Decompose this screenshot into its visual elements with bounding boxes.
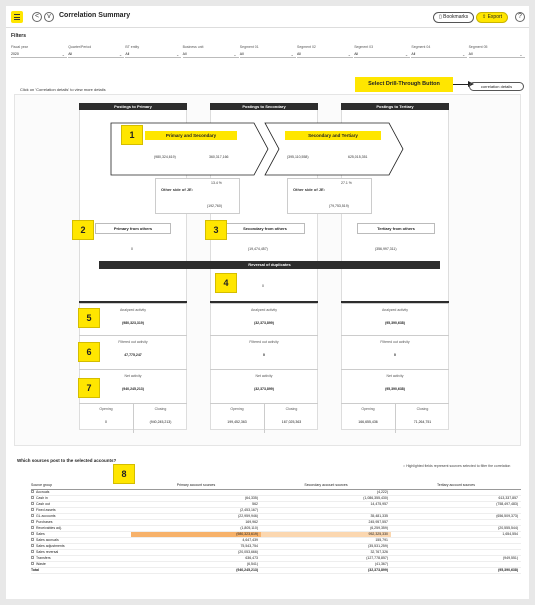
source-group-name: Cash in (36, 495, 48, 500)
filter-8[interactable] (469, 45, 525, 58)
source-group-name: Sales accruals (36, 537, 59, 542)
filter-select[interactable] (11, 51, 67, 58)
stat-value: 0 (263, 353, 265, 357)
filter-value: All (468, 52, 473, 56)
badge-7: 7 (78, 378, 100, 398)
col-tertiary-sources[interactable]: Tertiary account sources (391, 482, 521, 489)
tertiary-net-box (341, 369, 449, 399)
source-group-name: Waste (36, 561, 46, 566)
correlation-panel (14, 94, 521, 446)
stat-value: 166,655,436 (358, 420, 378, 424)
ps-other-pct: 13.4 % (211, 181, 222, 185)
filter-value: All (182, 52, 187, 56)
nav-icon[interactable]: v (44, 12, 54, 22)
tertiary-stats (341, 301, 449, 423)
filter-7[interactable] (411, 45, 467, 58)
back-icon[interactable]: < (32, 12, 42, 22)
stat-value: (95,390,638) (385, 387, 405, 391)
table-cell: (940,245,213) (131, 567, 261, 573)
tertiary-closing-box (395, 403, 449, 433)
bookmarks-button[interactable] (433, 12, 474, 23)
filter-value: 2020 (11, 52, 19, 56)
note-checkbox-icon[interactable]: ○ (403, 464, 407, 468)
stat-label: Closing (285, 407, 298, 411)
table-cell: 169,962 (131, 519, 261, 525)
tertiary-from-others-label: Tertiary from others (357, 223, 435, 234)
filter-5[interactable] (297, 45, 353, 58)
filter-label: BT entity (125, 45, 140, 49)
hint-text: Click on 'Correlation details' to view more details (20, 87, 106, 92)
stat-label: Closing (416, 407, 429, 411)
chevron-down-icon: ⌄ (519, 52, 523, 57)
bookmark-icon: ▯ (439, 14, 444, 20)
ps-left-value: (980,324,619) (154, 155, 176, 159)
badge-1: 1 (121, 125, 143, 145)
filter-label: Segment 04 (411, 45, 431, 49)
stat-value: 0 (394, 353, 396, 357)
table-cell: (6,259,359) (261, 525, 391, 531)
ps-other-side-box (155, 178, 240, 214)
chevron-down-icon: ⌄ (118, 52, 123, 57)
highlight-note (403, 464, 510, 468)
export-button[interactable] (476, 12, 508, 23)
table-cell: (20,053,666) (131, 549, 261, 555)
correlation-details-button[interactable]: correlation details (469, 82, 524, 91)
filter-select[interactable] (68, 51, 124, 58)
primary-closing-box (133, 403, 187, 433)
chevron-down-icon: ⌄ (347, 52, 351, 57)
filter-value: All (411, 52, 416, 56)
table-cell: (95,390,638) (391, 567, 521, 573)
tertiary-opening-box (341, 403, 395, 433)
table-cell: (127,778,857) (261, 555, 391, 561)
secondary-analyzed-box (210, 303, 318, 333)
primary-secondary-label: Primary and Secondary (145, 131, 237, 140)
ps-other-side-label: Other side of JE: (161, 187, 194, 192)
table-cell: (20,555,544) (391, 525, 521, 531)
st-other-val: (79,753,519) (329, 204, 349, 208)
total-row[interactable] (31, 567, 521, 573)
stat-value: (980,323,319) (122, 321, 144, 325)
badge-8: 8 (113, 464, 135, 484)
stat-label: Analyzed activity (381, 308, 409, 312)
chevron-down-icon: ⌄ (404, 52, 409, 57)
stat-value: 199,452,363 (227, 420, 247, 424)
table-cell: 35,481,335 (261, 513, 391, 519)
row-checkbox-icon[interactable] (31, 490, 34, 493)
filter-value: All (125, 52, 130, 56)
stat-value: 0 (105, 420, 107, 424)
bookmarks-label: Bookmarks (443, 14, 469, 20)
sources-table (31, 482, 521, 574)
st-other-side-box (287, 178, 372, 214)
stat-label: Filtered out activity (249, 340, 279, 344)
row-checkbox-icon[interactable] (31, 502, 34, 505)
source-group-name: Purchases (36, 519, 53, 524)
stat-label: Net activity (255, 374, 273, 378)
chevron-down-icon: ⌄ (290, 52, 294, 57)
secondary-net-box (210, 369, 318, 399)
row-checkbox-icon[interactable] (31, 550, 34, 553)
secondary-tertiary-label: Secondary and Tertiary (285, 131, 381, 140)
table-cell: (64,335) (131, 495, 261, 501)
filter-1[interactable] (68, 45, 124, 58)
stat-label: Analyzed activity (250, 308, 278, 312)
filter-label: Segment 01 (239, 45, 259, 49)
table-cell: 636,473 (131, 555, 261, 561)
filter-0[interactable] (11, 45, 67, 58)
badge-3: 3 (205, 220, 227, 240)
table-cell: 562 (131, 501, 261, 507)
secondary-filtered-box (210, 335, 318, 365)
filter-value: All (297, 52, 301, 56)
row-checkbox-icon[interactable] (31, 532, 34, 535)
export-label: Export (487, 14, 503, 20)
filter-value: All (354, 52, 359, 56)
filter-label: Segment 05 (468, 45, 488, 49)
filters-title: Filters (11, 33, 27, 39)
row-checkbox-icon[interactable] (31, 520, 34, 523)
stat-value: 71,264,751 (413, 420, 432, 424)
filter-label: Segment 03 (354, 45, 374, 49)
secondary-opening-box (210, 403, 264, 433)
table-cell: 32,767,326 (261, 549, 391, 555)
chevron-down-icon: ⌄ (233, 52, 237, 57)
filter-6[interactable] (354, 45, 410, 58)
row-checkbox-icon[interactable] (31, 544, 34, 547)
row-checkbox-icon[interactable] (31, 508, 34, 511)
row-checkbox-icon[interactable] (31, 556, 34, 559)
filter-select[interactable] (240, 51, 296, 58)
highlight-note-text: Highlighted fields represent sources selected to filter the correlation (406, 464, 511, 468)
table-cell: 4,647,439 (131, 537, 261, 543)
table-cell: (41,367) (261, 561, 391, 567)
stat-label: Net activity (124, 374, 142, 378)
source-group-name: Accruals (36, 489, 50, 494)
reversal-value: 0 (262, 284, 264, 288)
table-cell: 14,475,957 (261, 501, 391, 507)
filter-2[interactable] (125, 45, 181, 58)
stat-value: (32,373,899) (254, 387, 274, 391)
tertiary-header: Postings to Tertiary (341, 103, 449, 110)
table-cell: (22,959,946) (131, 513, 261, 519)
filter-select[interactable] (469, 51, 525, 58)
source-group-name: GL accounts (36, 513, 56, 518)
chevron-down-icon: ⌄ (61, 52, 65, 57)
stat-label: Opening (99, 407, 113, 411)
secondary-closing-box (264, 403, 318, 433)
source-group-name: Sales reversal (36, 549, 59, 554)
table-cell: (980,323,619) (131, 531, 261, 537)
ps-right-value: 360,317,166 (209, 155, 229, 159)
menu-icon[interactable] (11, 11, 23, 23)
primary-header: Postings to Primary (79, 103, 187, 110)
primary-opening-box (79, 403, 133, 433)
table-cell: 155,791 (261, 537, 391, 543)
reversal-header: Reversal of duplicates (99, 261, 440, 269)
filter-select[interactable] (411, 51, 467, 58)
badge-5: 5 (78, 308, 100, 328)
st-left-value: (395,110,558) (287, 155, 309, 159)
source-group-name: Cash out (36, 501, 51, 506)
st-other-side-label: Other side of JE: (293, 187, 326, 192)
table-cell: (6,541) (131, 561, 261, 567)
sources-question: Which sources post to the selected accounts? (17, 458, 117, 463)
table-header-row (31, 482, 521, 489)
source-group-name: Sales (36, 531, 45, 536)
stat-value: (940,245,213) (149, 420, 172, 424)
filter-label: Quarter/Period (68, 45, 92, 49)
secondary-header: Postings to Secondary (210, 103, 318, 110)
filter-select[interactable] (125, 51, 181, 58)
secondary-stats (210, 301, 318, 423)
filter-select[interactable] (183, 51, 239, 58)
table-cell: 952,325,330 (261, 531, 391, 537)
filter-3[interactable] (183, 45, 239, 58)
app-header (6, 6, 529, 28)
col-primary-sources[interactable]: Primary account sources (131, 482, 261, 489)
chevron-down-icon: ⌄ (462, 52, 466, 57)
row-checkbox-icon[interactable] (31, 526, 34, 529)
filter-label: Business unit (182, 45, 204, 49)
tertiary-filtered-box (341, 335, 449, 365)
row-checkbox-icon[interactable] (31, 496, 34, 499)
stat-label: Closing (154, 407, 167, 411)
stat-value: (95,390,638) (385, 321, 405, 325)
chevron-down-icon: ⌄ (176, 52, 180, 57)
table-cell: (1,086,355,430) (261, 495, 391, 501)
table-cell: 613,337,857 (391, 495, 521, 501)
stat-label: Opening (230, 407, 244, 411)
source-group-name: Sales adjustments (36, 543, 65, 548)
ps-other-val: (192,760) (207, 204, 222, 208)
filter-value: All (239, 52, 244, 56)
drill-through-callout: Select Drill-Through Button (355, 77, 453, 92)
secondary-from-others-label: Secondary from others (225, 223, 305, 234)
stat-label: Net activity (386, 374, 404, 378)
help-icon[interactable]: ? (515, 12, 525, 22)
filter-4[interactable] (240, 45, 296, 58)
stat-value: 47,775,247 (124, 353, 142, 357)
stat-value: (940,245,213) (122, 387, 144, 391)
filter-label: Fiscal year (11, 45, 28, 49)
table-cell: (949,551) (391, 555, 521, 561)
filter-label: Segment 02 (297, 45, 316, 49)
row-checkbox-icon[interactable] (31, 538, 34, 541)
table-cell: (758,497,483) (391, 501, 521, 507)
table-cell: (1,805,110) (131, 525, 261, 531)
table-cell: 245,957,557 (261, 519, 391, 525)
source-group-name: Receivables adj. (36, 525, 62, 530)
filter-select[interactable] (354, 51, 410, 58)
badge-6: 6 (78, 342, 100, 362)
tertiary-from-others-value: (356,997,311) (375, 247, 397, 251)
source-group-name: Fixed assets (36, 507, 56, 512)
primary-from-others-label: Primary from others (95, 223, 171, 234)
table-cell: Total (31, 567, 131, 573)
stat-label: Filtered out activity (118, 340, 148, 344)
table-cell: (4,222) (261, 489, 391, 495)
stat-value: 167,025,363 (281, 420, 302, 424)
row-checkbox-icon[interactable] (31, 514, 34, 517)
badge-2: 2 (72, 220, 94, 240)
badge-4: 4 (215, 273, 237, 293)
secondary-from-others-value: (19,474,457) (248, 247, 268, 251)
primary-from-others-value: 0 (131, 247, 133, 251)
table-cell: 75,543,754 (131, 543, 261, 549)
row-checkbox-icon[interactable] (31, 562, 34, 565)
stat-value: (32,373,899) (254, 321, 274, 325)
stat-label: Filtered out activity (380, 340, 410, 344)
table-cell: (35,531,259) (261, 543, 391, 549)
export-icon: ⇪ (482, 14, 488, 20)
page (6, 6, 529, 599)
stat-label: Opening (361, 407, 375, 411)
col-secondary-sources[interactable]: Secondary account sources (261, 482, 391, 489)
filter-select[interactable] (297, 51, 353, 58)
filter-value: All (68, 52, 73, 56)
table-cell: (32,373,899) (261, 567, 391, 573)
source-group-name: Transfers (36, 555, 51, 560)
page-title: Correlation Summary (59, 12, 131, 19)
st-other-pct: 27.1 % (341, 181, 352, 185)
table-cell: 1,654,554 (391, 531, 521, 537)
table-cell: (656,509,373) (391, 513, 521, 519)
col-source-group[interactable]: Source group (31, 482, 131, 489)
stat-label: Analyzed activity (119, 308, 147, 312)
tertiary-analyzed-box (341, 303, 449, 333)
table-cell: (2,453,167) (131, 507, 261, 513)
st-right-value: 625,015,351 (348, 155, 368, 159)
